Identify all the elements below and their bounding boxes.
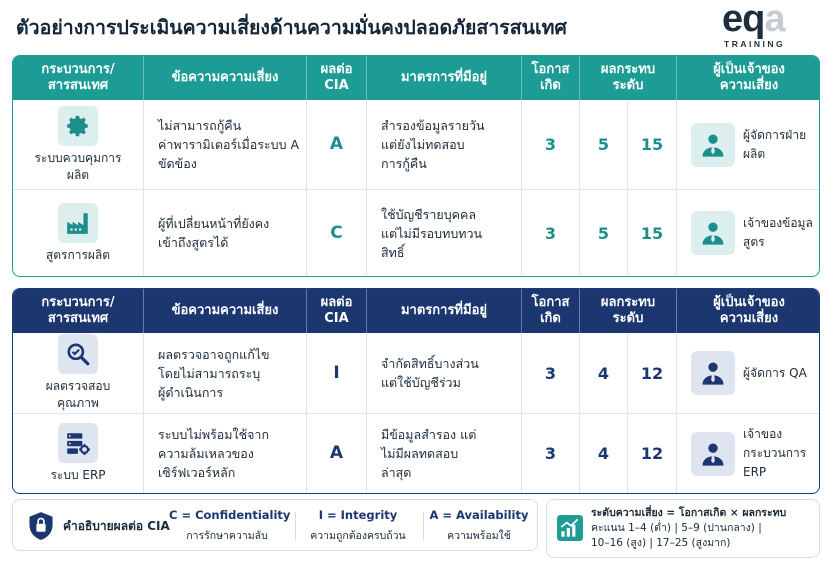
legend-divider (423, 512, 424, 540)
impact-value: 5 (580, 190, 628, 276)
gear-icon (58, 106, 98, 146)
person-icon (691, 432, 735, 476)
header-cia: ผลต่อ CIA (307, 289, 367, 333)
logo-subtitle: TRAINING (724, 39, 786, 49)
header-likelihood: โอกาส เกิด (522, 289, 580, 333)
owner-label: ผู้จัดการฝ่าย ผลิต (743, 127, 807, 161)
risk-table-navy (12, 288, 820, 494)
process-cell (13, 414, 144, 493)
likelihood-value: 3 (522, 100, 580, 189)
legend-title: คำอธิบายผลต่อ CIA (63, 519, 170, 533)
header-impact: ผลกระทบ ระดับ (580, 56, 677, 100)
control-text: ใช้บัญชีรายบุคคล แต่ไม่มีรอบทบทวน สิทธิ์ (367, 190, 522, 276)
header-impact: ผลกระทบ ระดับ (580, 289, 677, 333)
impact-value: 5 (580, 100, 628, 189)
legend-item-term: A = Availability (429, 508, 529, 522)
person-icon (691, 123, 735, 167)
header-cia: ผลต่อ CIA (307, 56, 367, 100)
scale-title: ระดับความเสี่ยง = โอกาสเกิด × ผลกระทบ (591, 507, 787, 519)
risk-text: ไม่สามารถกู้คืน ค่าพารามิเตอร์เมื่อระบบ A ขัดข้อง (144, 100, 307, 189)
process-label: ผลตรวจสอบ คุณภาพ (45, 379, 111, 410)
person-icon (691, 211, 735, 255)
logo-wordmark: eqa (722, 0, 785, 40)
owner-cell (677, 414, 820, 493)
scale-line: คะแนน 1–4 (ต่ำ) | 5–9 (ปานกลาง) | (591, 522, 762, 534)
control-text: จำกัดสิทธิ์บางส่วน แต่ใช้บัญชีร่วม (367, 333, 522, 413)
header-owner: ผู้เป็นเจ้าของ ความเสี่ยง (713, 62, 785, 93)
likelihood-value: 3 (522, 333, 580, 413)
scale-line: 10–16 (สูง) | 17–25 (สูงมาก) (591, 537, 731, 549)
header-process: กระบวนการ/ สารสนเทศ (13, 56, 144, 100)
risk-text: ระบบไม่พร้อมใช้จาก ความล้มเหลวของ เซิร์ฟเวอร์หลัก (144, 414, 307, 493)
process-cell (13, 333, 144, 413)
likelihood-value: 3 (522, 190, 580, 276)
cia-value: A (307, 414, 367, 493)
risk-text: ผลตรวจอาจถูกแก้ไข โดยไม่สามารถระบุ ผู้ดำเนินการ (144, 333, 307, 413)
owner-label: เจ้าของข้อมูล สูตร (743, 216, 813, 249)
cia-value: I (307, 333, 367, 413)
table-row (13, 190, 819, 276)
legend-item-term: C = Confidentiality (169, 508, 291, 522)
score-value: 15 (628, 190, 677, 276)
legend-item-meaning: การรักษาความลับ (186, 530, 268, 542)
control-text: สำรองข้อมูลรายวัน แต่ยังไม่ทดสอบ การกู้คืน (367, 100, 522, 189)
header-process: กระบวนการ/ สารสนเทศ (13, 289, 144, 333)
owner-label: ผู้จัดการ QA (743, 365, 807, 380)
header-control: มาตรการที่มีอยู่ (367, 56, 522, 100)
owner-cell (677, 100, 820, 189)
table-row (13, 333, 819, 413)
process-cell (13, 190, 144, 276)
person-icon (691, 351, 735, 395)
table-header (13, 289, 819, 333)
impact-value: 4 (580, 333, 628, 413)
page-title: ตัวอย่างการประเมินความเสี่ยงด้านความมั่นคงปลอดภัยสารสนเทศ (16, 16, 567, 39)
table-row (13, 100, 819, 189)
score-value: 15 (628, 100, 677, 189)
owner-label: เจ้าของ กระบวนการ ERP (743, 427, 807, 479)
process-cell (13, 100, 144, 189)
legend-item-integrity (303, 508, 413, 544)
legend-divider (295, 512, 296, 540)
score-value: 12 (628, 414, 677, 493)
magnifier-check-icon (58, 334, 98, 374)
risk-table-teal (12, 55, 820, 277)
impact-value: 4 (580, 414, 628, 493)
bar-chart-trend-icon (557, 515, 583, 541)
legend-item-term: I = Integrity (318, 508, 398, 522)
cia-value: A (307, 100, 367, 189)
cia-legend (12, 499, 538, 551)
header-owner: ผู้เป็นเจ้าของ ความเสี่ยง (713, 295, 785, 326)
process-label: ระบบควบคุมการ ผลิต (34, 150, 122, 182)
control-text: มีข้อมูลสำรอง แต่ ไม่มีผลทดสอบ ล่าสุด (367, 414, 522, 493)
shield-lock-icon (27, 511, 55, 541)
risk-level-scale (546, 499, 820, 558)
scale-text (591, 506, 786, 551)
owner-cell (677, 190, 820, 276)
header-likelihood: โอกาส เกิด (522, 56, 580, 100)
risk-text: ผู้ที่เปลี่ยนหน้าที่ยังคง เข้าถึงสูตรได้ (144, 190, 307, 276)
score-value: 12 (628, 333, 677, 413)
legend-item-meaning: ความถูกต้องครบถ้วน (310, 530, 406, 542)
legend-item-confidentiality (169, 508, 291, 544)
likelihood-value: 3 (522, 414, 580, 493)
header-risk: ข้อความความเสี่ยง (144, 289, 307, 333)
owner-cell (677, 333, 820, 413)
server-gear-icon (58, 423, 98, 463)
table-row (13, 414, 819, 493)
factory-icon (58, 203, 98, 243)
process-label: สูตรการผลิต (45, 247, 111, 262)
eqa-training-logo (722, 0, 822, 50)
legend-item-meaning: ความพร้อมใช้ (447, 530, 511, 542)
cia-value: C (307, 190, 367, 276)
header-control: มาตรการที่มีอยู่ (367, 289, 522, 333)
table-header (13, 56, 819, 100)
header-risk: ข้อความความเสี่ยง (144, 56, 307, 100)
process-label: ระบบ ERP (50, 468, 106, 482)
legend-item-availability (427, 508, 531, 544)
